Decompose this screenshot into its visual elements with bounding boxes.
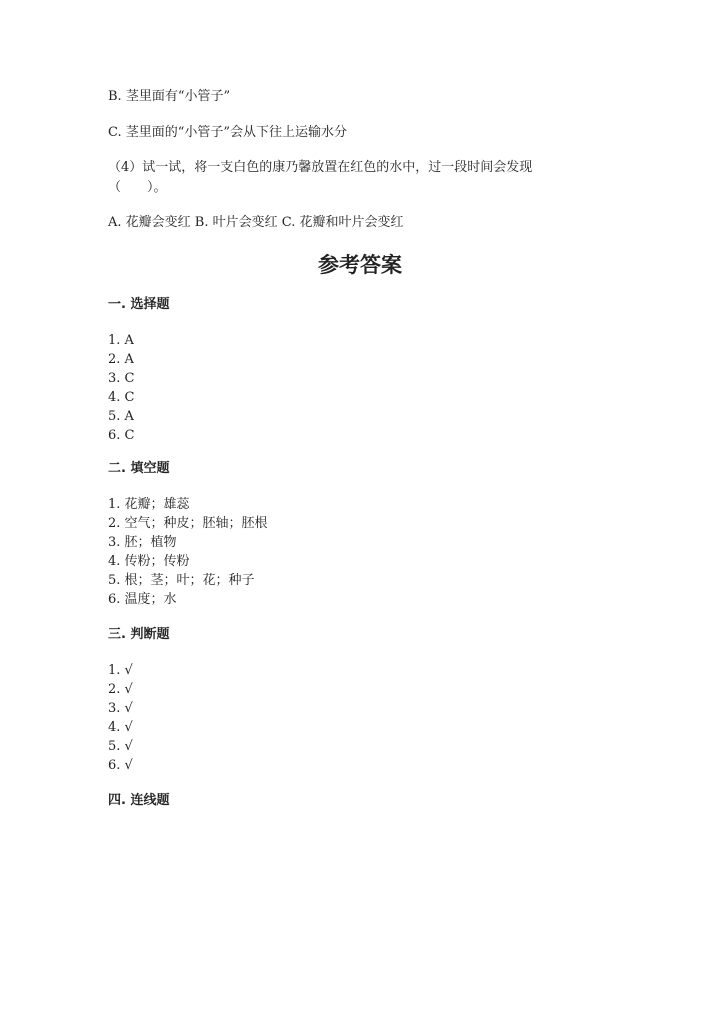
option-b-text: B. 茎里面有“小管子” <box>108 89 231 104</box>
list-item: 2. 空气；种皮；胚轴；胚根 <box>108 516 268 531</box>
list-item: 2. A <box>108 352 134 367</box>
judgement-answer-list <box>108 661 133 775</box>
list-item: 1. A <box>108 333 134 348</box>
list-item: 5. √ <box>108 739 133 754</box>
list-item: 3. 胚；植物 <box>108 535 177 550</box>
list-item: 2. √ <box>108 682 133 697</box>
list-item: 1. √ <box>108 663 133 678</box>
section-heading-judgement: 三. 判断题 <box>108 627 170 642</box>
question-4-options: A. 花瓣会变红 B. 叶片会变红 C. 花瓣和叶片会变红 <box>108 215 404 230</box>
question-4-line-2: （ ）。 <box>108 180 167 195</box>
question-4-line-1: （4）试一试，将一支白色的康乃馨放置在红色的水中，过一段时间会发现 <box>108 160 533 175</box>
list-item: 5. A <box>108 409 134 424</box>
list-item: 3. C <box>108 371 135 386</box>
section-heading-fill-blank: 二. 填空题 <box>108 461 170 476</box>
answer-key-title: 参考答案 <box>318 253 402 277</box>
option-c-text: C. 茎里面的“小管子”会从下往上运输水分 <box>108 125 348 140</box>
list-item: 4. 传粉；传粉 <box>108 554 190 569</box>
section-heading-matching: 四. 连线题 <box>108 793 170 808</box>
list-item: 4. C <box>108 390 135 405</box>
fill-blank-answer-list <box>108 495 268 609</box>
list-item: 6. √ <box>108 758 133 773</box>
list-item: 5. 根；茎；叶；花；种子 <box>108 573 255 588</box>
section-heading-choice: 一. 选择题 <box>108 297 170 312</box>
list-item: 6. 温度；水 <box>108 592 177 607</box>
list-item: 1. 花瓣；雄蕊 <box>108 497 190 512</box>
list-item: 6. C <box>108 428 135 443</box>
list-item: 4. √ <box>108 720 133 735</box>
choice-answer-list <box>108 331 134 445</box>
list-item: 3. √ <box>108 701 133 716</box>
question-4 <box>108 158 608 198</box>
